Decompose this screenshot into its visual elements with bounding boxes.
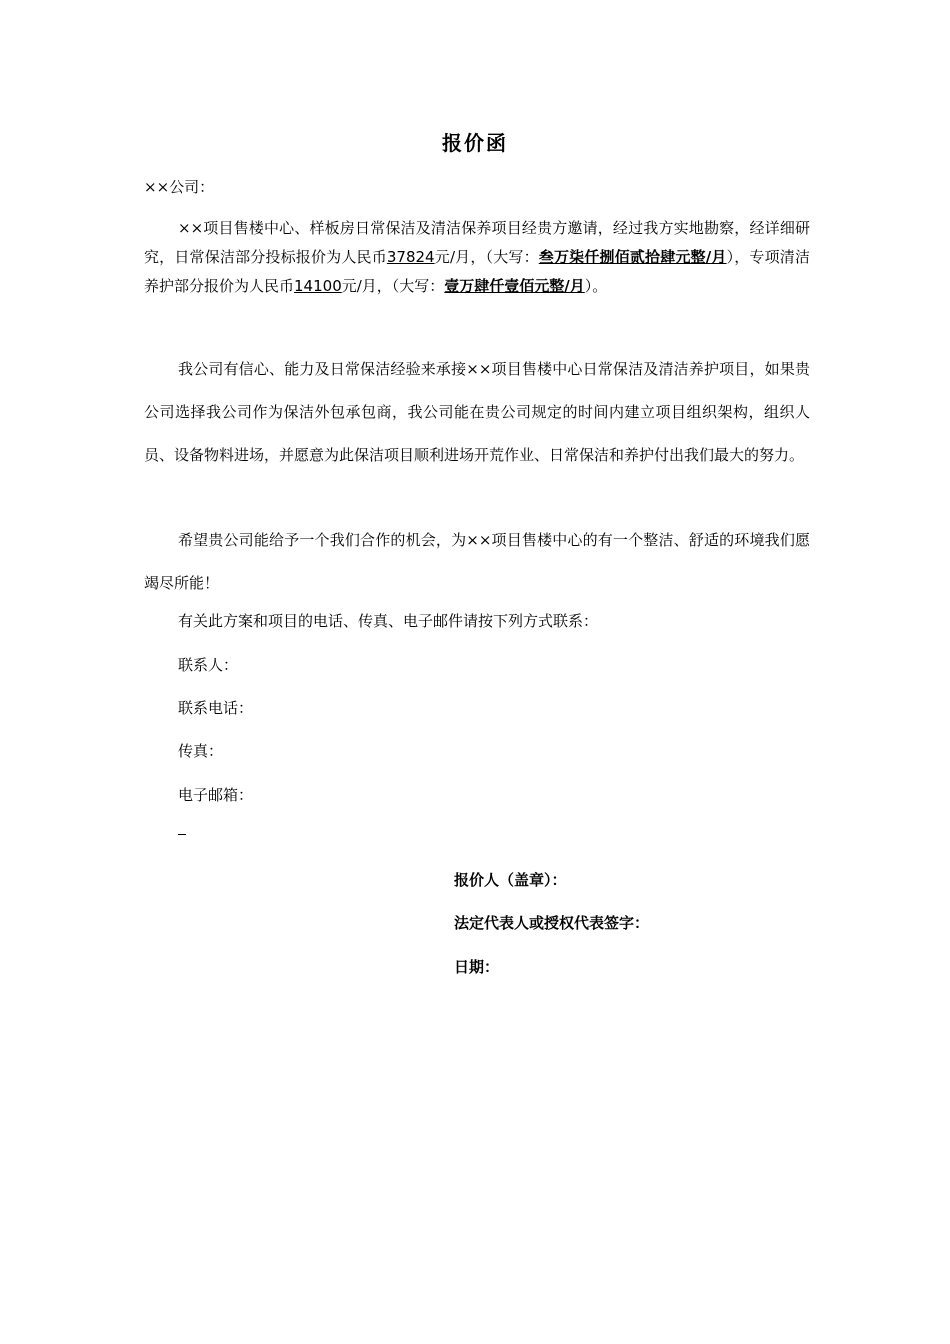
quotation-text-1: ××项目售楼中心、样板房日常保洁及清洁保养项目经贵方邀请，经过我方实地勘察，经详细研究，日常保洁部分投标报价为人民币	[144, 219, 810, 266]
daily-amount: 37824	[386, 248, 435, 266]
contact-person-label: 联系人：	[178, 656, 239, 674]
contact-email-label: 电子邮箱：	[178, 786, 254, 804]
contact-fax-label: 传真：	[178, 742, 224, 760]
salutation: ××公司：	[144, 178, 215, 196]
quotation-text-2: 元/月，（大写：	[434, 248, 539, 266]
contact-intro: 有关此方案和项目的电话、传真、电子邮件请按下列方式联系：	[178, 612, 599, 630]
contact-phone-label: 联系电话：	[178, 699, 254, 717]
commitment-paragraph: 我公司有信心、能力及日常保洁经验来承接××项目售楼中心日常保洁及清洁养护项目，如果贵公司选择我公司作为保洁外包承包商，我公司能在贵公司规定的时间内建立项目组织架构，组织人员、设备物料进场，并愿意为此保洁项目顺利进场开荒作业、日常保洁和养护付出我们最大的努力。	[144, 360, 810, 464]
date-label: 日期：	[454, 958, 500, 976]
special-amount-words: 壹万肆仟壹佰元整/月	[444, 277, 585, 295]
daily-amount-words: 叁万柒仟捌佰贰拾肆元整/月	[538, 248, 727, 266]
quotation-text-3: ），专项清洁养护部分报价为人民币	[144, 248, 810, 295]
quotation-paragraph	[144, 214, 810, 301]
quoter-seal-label: 报价人（盖章）：	[454, 871, 567, 889]
hope-paragraph: 希望贵公司能给予一个我们合作的机会，为××项目售楼中心的有一个整洁、舒适的环境我们愿竭尽所能！	[144, 531, 810, 592]
dash-mark	[178, 834, 186, 835]
quotation-text-4: 元/月，（大写：	[341, 277, 445, 295]
representative-signature-label: 法定代表人或授权代表签字：	[454, 914, 650, 932]
document-title: 报价函	[442, 131, 508, 155]
quotation-text-5: ）。	[584, 277, 608, 295]
special-amount: 14100	[294, 277, 342, 295]
